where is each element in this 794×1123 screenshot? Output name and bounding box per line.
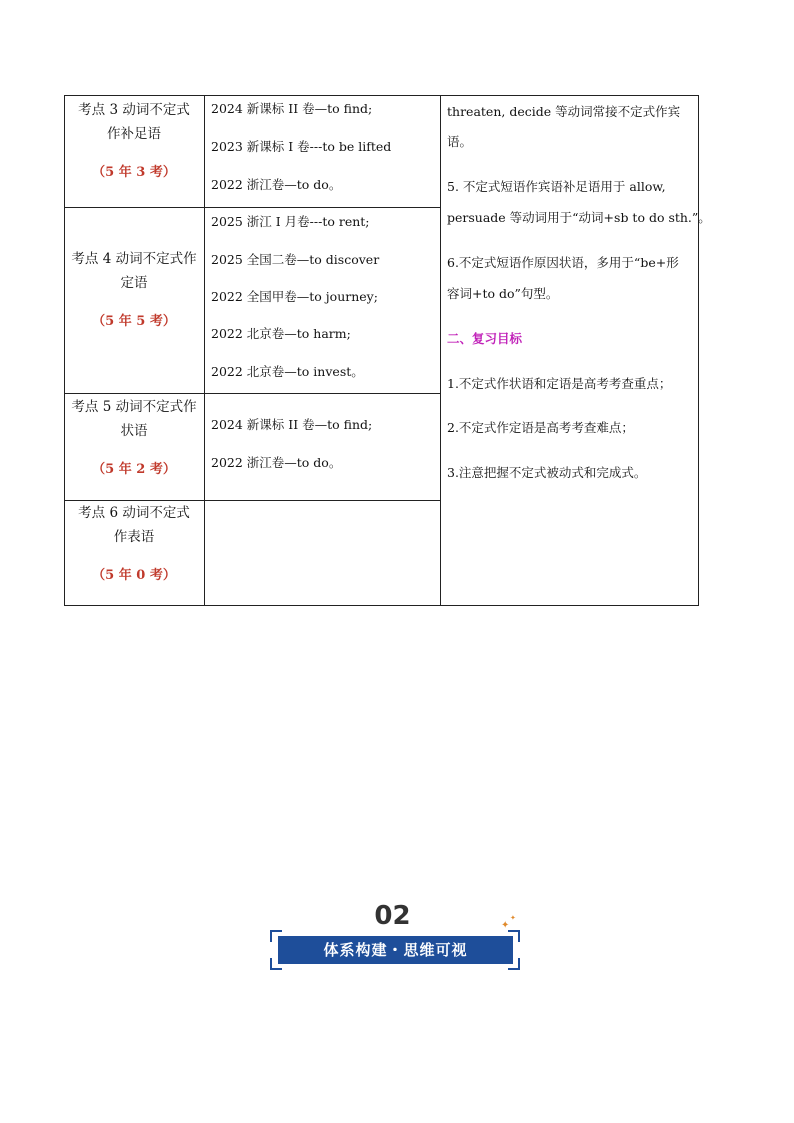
example-line: 2022 浙江卷—to do。: [211, 455, 342, 470]
example-line: 2025 浙江 I 月卷---to rent;: [211, 214, 370, 229]
exam-point-5-cell: [64, 395, 204, 482]
example-line: 2022 全国甲卷—to journey;: [211, 289, 378, 304]
goal-item: 3.注意把握不定式被动式和完成式。: [447, 465, 647, 480]
exam-point-3-cell: [64, 98, 204, 185]
exam-point-6-cell: [64, 501, 204, 588]
example-line: 2022 北京卷—to invest。: [211, 364, 364, 379]
note-line: persuade 等动词用于“动词+sb to do sth.”。: [447, 210, 711, 225]
exam-point-label: 作表语: [113, 529, 155, 545]
exam-point-label: 考点 3 动词不定式: [78, 102, 190, 118]
exam-frequency: （5 年 5 考）: [92, 314, 176, 329]
example-line: 2023 新课标 I 卷---to be lifted: [211, 139, 392, 154]
exam-frequency: （5 年 2 考）: [92, 462, 176, 477]
note-line: threaten, decide 等动词常接不定式作宾: [447, 104, 681, 119]
sparkle-icon: ✦: [501, 920, 510, 931]
goal-item: 1.不定式作状语和定语是高考考查重点；: [447, 376, 672, 391]
column-divider-1: [204, 95, 205, 606]
table-border-bottom: [64, 605, 699, 606]
review-goals-heading: 二、复习目标: [447, 331, 523, 346]
example-line: 2024 新课标 II 卷—to find;: [211, 101, 373, 116]
exam-frequency: （5 年 0 考）: [92, 568, 176, 583]
column-divider-2: [440, 95, 441, 606]
note-line: 6.不定式短语作原因状语，多用于“be+形: [447, 255, 679, 270]
section-banner: [270, 900, 520, 975]
row-divider-1: [64, 207, 441, 208]
section-title: 体系构建・思维可视: [278, 936, 513, 964]
example-line: 2024 新课标 II 卷—to find;: [211, 417, 373, 432]
table-border-top: [64, 95, 699, 96]
example-line: 2022 北京卷—to harm;: [211, 326, 351, 341]
row-divider-2: [64, 393, 441, 394]
exam-point-label: 定语: [120, 275, 148, 291]
goal-item: 2.不定式作定语是高考考查难点；: [447, 420, 634, 435]
note-line: 5. 不定式短语作宾语补足语用于 allow,: [447, 179, 666, 194]
exam-point-label: 考点 4 动词不定式作: [71, 251, 197, 267]
section-number: 02: [374, 901, 411, 931]
example-line: 2022 浙江卷—to do。: [211, 177, 342, 192]
exam-points-table: [64, 95, 711, 606]
exam-point-label: 考点 6 动词不定式: [78, 505, 190, 521]
exam-point-label: 状语: [120, 423, 148, 439]
example-line: 2025 全国二卷—to discover: [211, 252, 380, 267]
exam-point-label: 考点 5 动词不定式作: [71, 399, 197, 415]
exam-point-4-cell: [64, 247, 204, 334]
table-border-right: [698, 95, 699, 606]
exam-frequency: （5 年 3 考）: [92, 165, 176, 180]
note-line: 容词+to do”句型。: [447, 286, 559, 301]
note-line: 语。: [447, 134, 473, 149]
sparkle-icon: ✦: [510, 914, 516, 922]
exam-point-label: 作补足语: [107, 126, 161, 142]
